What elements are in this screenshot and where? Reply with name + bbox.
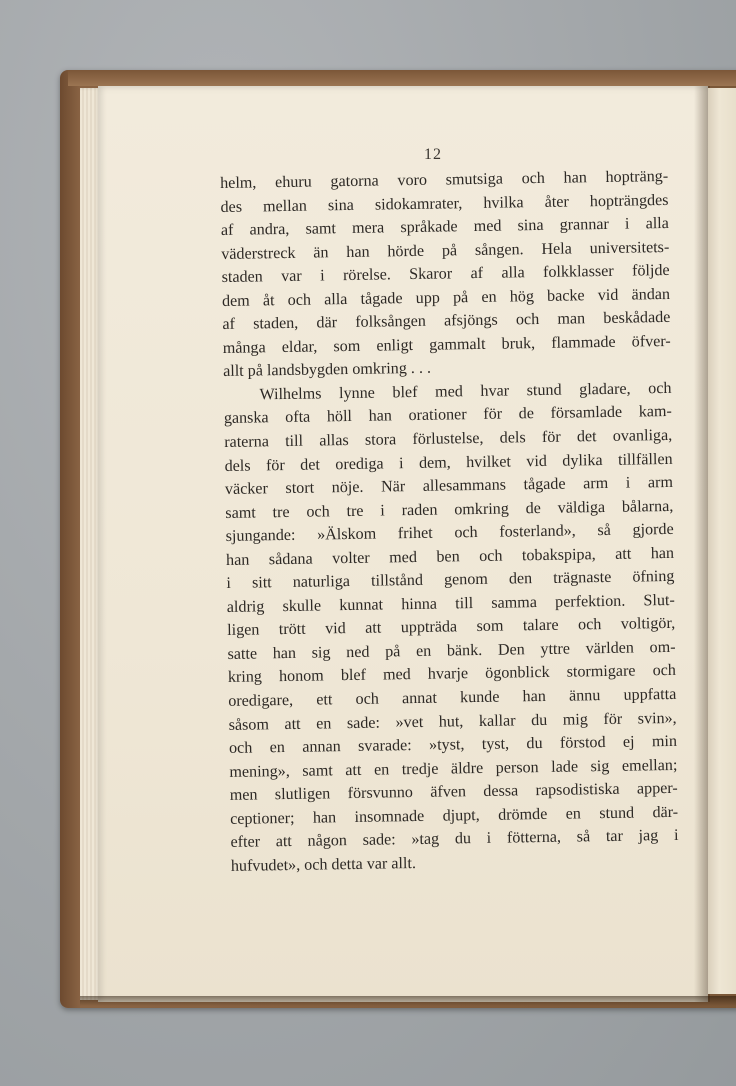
facing-page-edge xyxy=(708,88,736,994)
text-line: des mellan sina sidokamrater, hvilka åter hopträngdes xyxy=(220,191,669,216)
text-line: ceptioner; han insomnade djupt, drömde en stund där- xyxy=(230,803,679,828)
text-line: satte han sig ned på en bänk. Den yttre världen om- xyxy=(227,638,676,663)
text-line: allt på landsbygden omkring . . . xyxy=(223,360,432,381)
text-line: af andra, samt mera språkade med sina grannar i alla xyxy=(220,215,669,240)
text-line: samt tre och tre i raden omkring de väldiga bålarna, xyxy=(225,497,674,522)
text-line: och en annan svarade: »tyst, tyst, du förstod ej min xyxy=(228,733,678,758)
text-line: såsom att en sade: »vet hut, kallar du mig för svin», xyxy=(228,709,677,734)
text-line: hufvudet», och detta var allt. xyxy=(230,854,417,875)
page-number: 12 xyxy=(424,146,442,163)
text-line: helm, ehuru gatorna voro smutsiga och han hopträng- xyxy=(220,167,669,192)
text-line: kring honom blef med hvarje ögonblick stormigare och xyxy=(227,662,677,687)
book-cover-top-edge xyxy=(68,70,736,86)
page-stack-edges xyxy=(80,88,100,1000)
text-line: af staden, där folksången afsjöngs och man beskådade xyxy=(222,309,671,334)
text-line: väcker stort nöje. När allesammans tågade arm i arm xyxy=(224,474,674,499)
text-line: dels för det orediga i dem, hvilket vid dylika tillfällen xyxy=(224,450,673,475)
bottom-shadow xyxy=(80,996,736,1006)
text-line: aldrig skulle kunnat hinna till samma perfektion. Slut- xyxy=(226,591,675,616)
text-line: efter att någon sade: »tag du i fötterna, så tar jag i xyxy=(230,827,679,852)
text-line: mening», samt att en tredje äldre person lade sig emellan; xyxy=(229,756,678,781)
text-line: många eldar, som enligt gammalt bruk, flammade öfver- xyxy=(222,332,671,357)
text-line: raterna till allas stora förlustelse, dels för det ovanliga, xyxy=(224,426,673,451)
text-line: oredigare, ett och annat kunde han ännu uppfatta xyxy=(228,685,677,710)
body-text xyxy=(220,165,679,878)
text-line: ganska ofta höll han orationer för de församlade kam- xyxy=(223,403,672,428)
text-line: ligen trött vid att uppträda som talare och voltigör, xyxy=(227,615,676,640)
text-line: men slutligen försvunno äfven dessa rapsodistiska apper- xyxy=(229,780,678,805)
text-line: sjungande: »Älskom frihet och fosterland», så gjorde xyxy=(225,521,674,546)
text-line: väderstreck än han hörde på sången. Hela universitets- xyxy=(221,238,670,263)
paragraph-start-line: Wilhelms lynne blef med hvar stund gladare, och xyxy=(259,379,672,404)
text-line: dem åt och alla tågade upp på en hög backe vid ändan xyxy=(221,285,671,310)
text-line: i sitt naturliga tillstånd genom den trägnaste öfning xyxy=(226,568,675,593)
text-line: han sådana volter med ben och tobakspipa, att han xyxy=(225,544,675,569)
text-line: staden var i rörelse. Skaror af alla folkklasser följde xyxy=(221,262,670,287)
